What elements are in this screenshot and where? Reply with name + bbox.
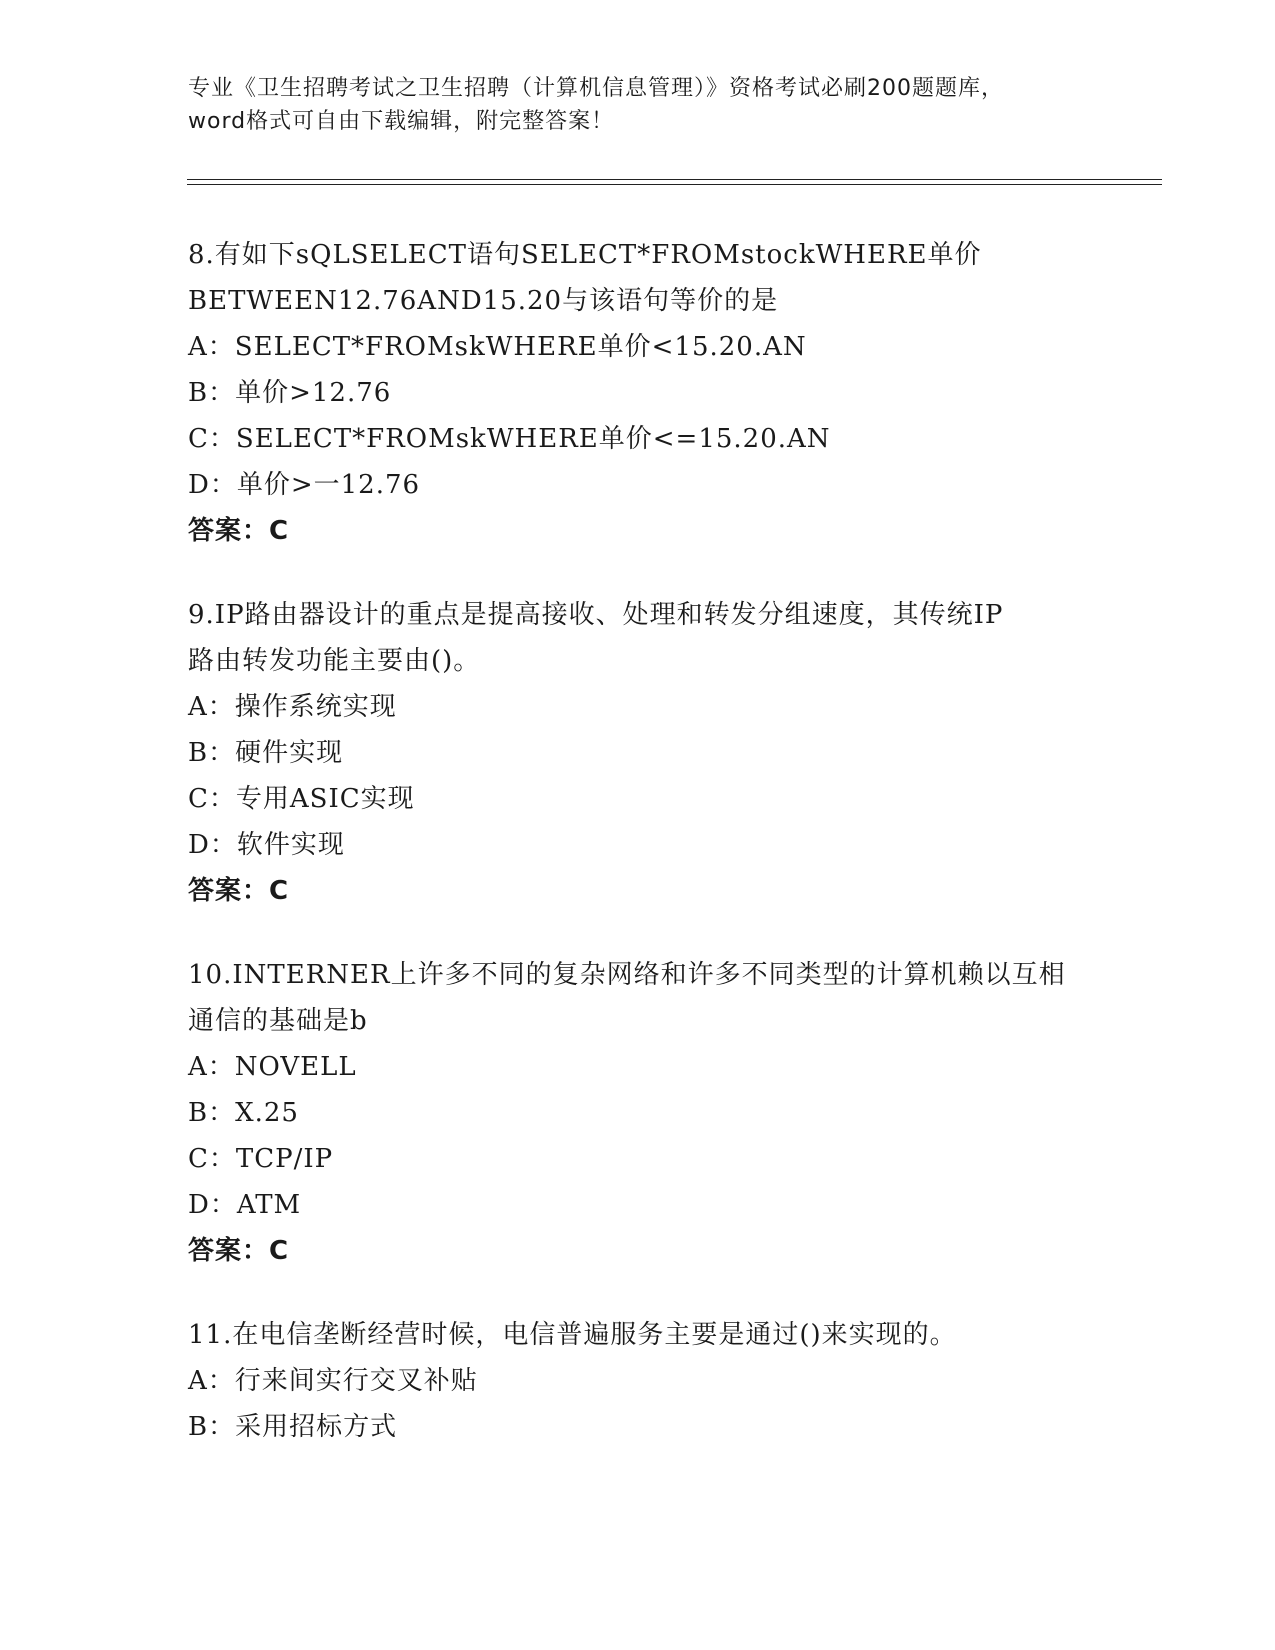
option-c: C：SELECT*FROMskWHERE单价<=15.20.AN: [188, 424, 831, 454]
header-divider-top: [187, 179, 1162, 180]
option-d: D：单价>一12.76: [188, 470, 421, 500]
header-line-1: 专业《卫生招聘考试之卫生招聘（计算机信息管理）》资格考试必刷200题题库，: [188, 76, 1004, 101]
answer: 答案：C: [188, 1236, 290, 1266]
question-11: [188, 1312, 1108, 1450]
header-divider-bottom: [187, 184, 1162, 185]
question-10: [188, 952, 1108, 1274]
question-text-line-1: 8.有如下sQLSELECT语句SELECT*FROMstockWHERE单价: [188, 240, 982, 270]
document-header: [188, 72, 1088, 138]
option-b: B：单价>12.76: [188, 378, 392, 408]
option-a: A：NOVELL: [188, 1052, 357, 1082]
option-a: A：行来间实行交叉补贴: [188, 1366, 478, 1396]
question-text-line-1: 10.INTERNER上许多不同的复杂网络和许多不同类型的计算机赖以互相: [188, 960, 1066, 990]
option-b: B：X.25: [188, 1098, 299, 1128]
option-a: A：SELECT*FROMskWHERE单价<15.20.AN: [188, 332, 807, 362]
option-d: D：ATM: [188, 1190, 302, 1220]
option-d: D：软件实现: [188, 830, 345, 860]
header-line-2: word格式可自由下载编辑，附完整答案！: [188, 109, 615, 134]
question-9: [188, 592, 1108, 914]
question-text-line-2: 通信的基础是b: [188, 1006, 368, 1036]
question-text-line-2: 路由转发功能主要由()。: [188, 646, 481, 676]
question-text-line-1: 11.在电信垄断经营时候，电信普遍服务主要是通过()来实现的。: [188, 1320, 957, 1350]
option-b: B：采用招标方式: [188, 1412, 398, 1442]
option-b: B：硬件实现: [188, 738, 344, 768]
option-c: C：TCP/IP: [188, 1144, 334, 1174]
question-8: [188, 232, 1108, 554]
question-text-line-1: 9.IP路由器设计的重点是提高接收、处理和转发分组速度，其传统IP: [188, 600, 1004, 630]
option-a: A：操作系统实现: [188, 692, 397, 722]
question-text-line-2: BETWEEN12.76AND15.20与该语句等价的是: [188, 286, 779, 316]
answer: 答案：C: [188, 516, 290, 546]
option-c: C：专用ASIC实现: [188, 784, 415, 814]
answer: 答案：C: [188, 876, 290, 906]
